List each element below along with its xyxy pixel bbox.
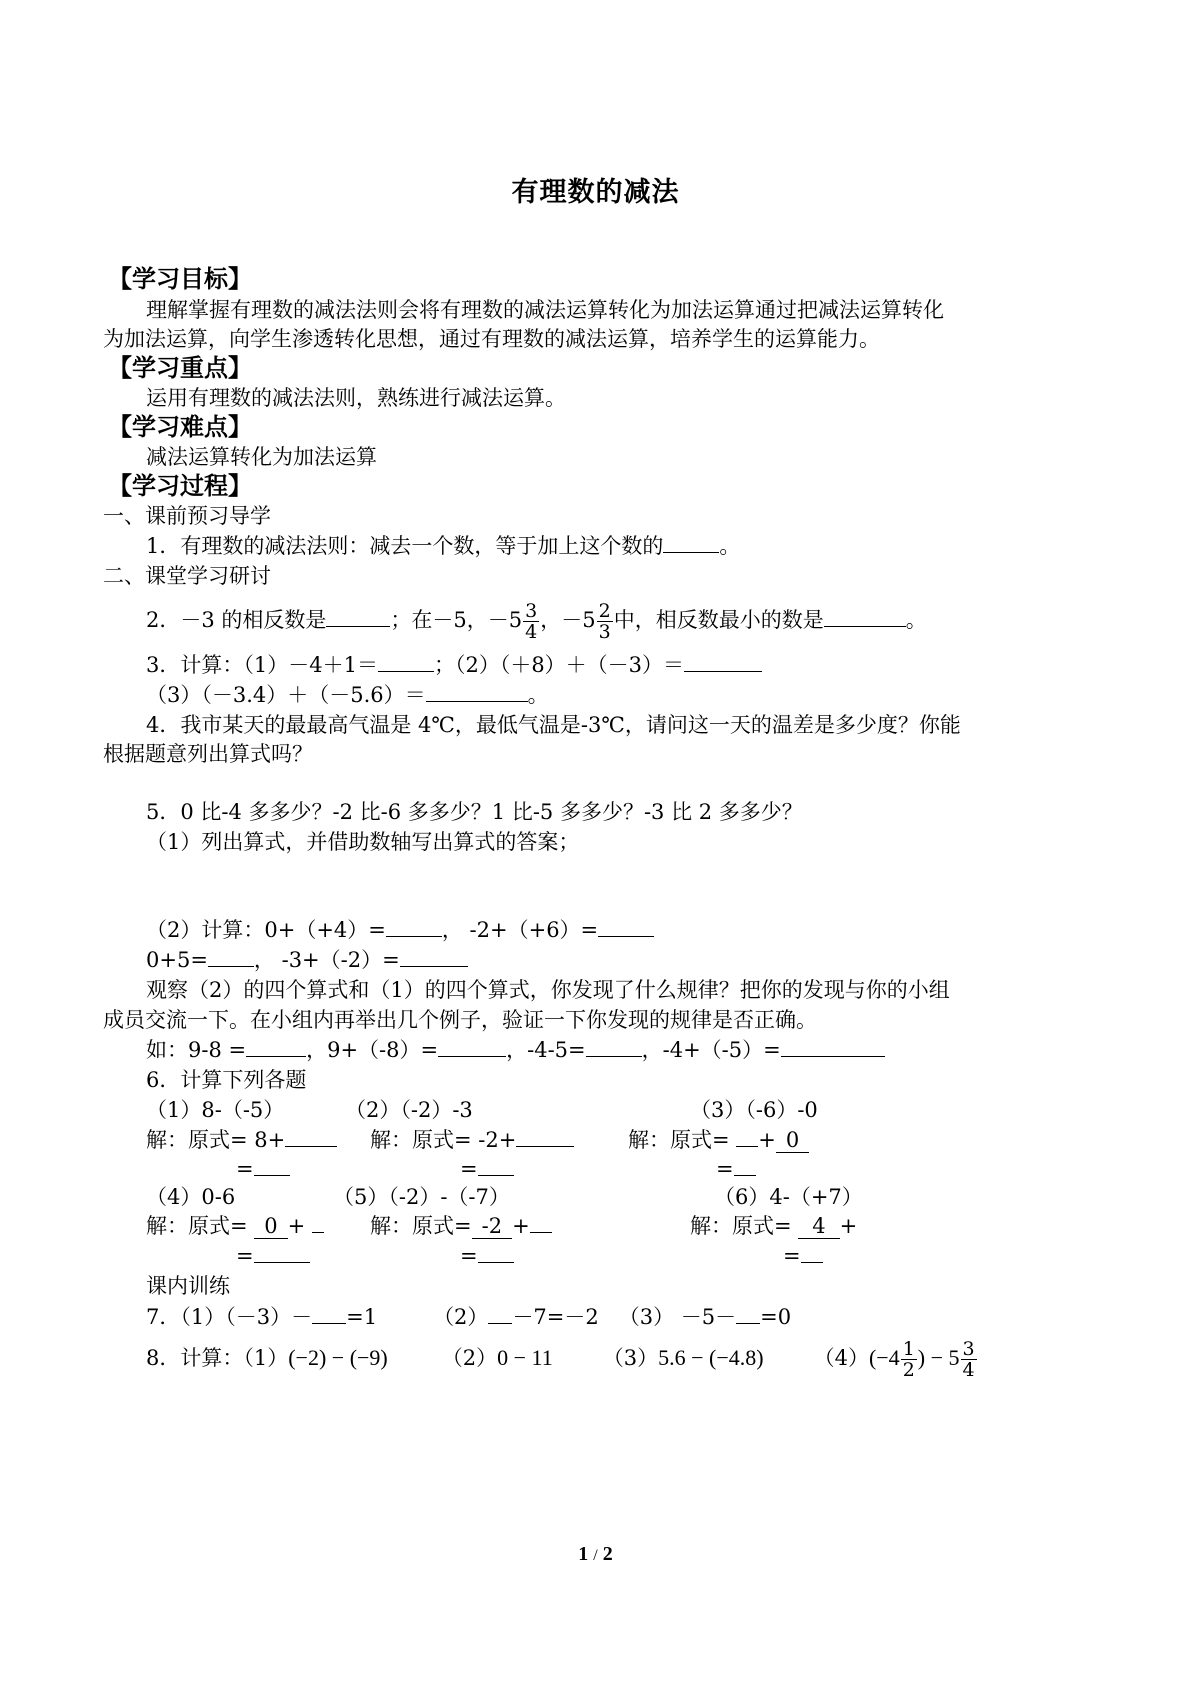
fraction: $\frac{1}{2}$ xyxy=(902,1338,915,1381)
answer-blank[interactable] xyxy=(586,1038,642,1057)
goal-heading: 【学习目标】 xyxy=(108,265,252,293)
answer-blank[interactable] xyxy=(684,653,762,672)
question-4-line1: 4．我市某天的最最高气温是 4℃，最低气温是-3℃，请问这一天的温差是多少度？你能 xyxy=(146,713,961,737)
question-7: 7．（1）（－3）－ =1 （2） －7=－2 （3） －5－ =0 xyxy=(146,1305,792,1329)
q6-result-2: = xyxy=(460,1155,514,1183)
question-5-observe2: 成员交流一下。在小组内再举出几个例子，验证一下你发现的规律是否正确。 xyxy=(103,1008,817,1032)
answer-blank[interactable] xyxy=(734,1157,756,1176)
question-5-calc1: （2）计算：0+（+4）= ， -2+（+6）= xyxy=(146,916,654,944)
question-2: 2．－3 的相反数是 ；在－5，－5 $\frac{3}{4}$ ，－5 $\frac{2}{3}$ 中，相反数最小的数是 。 xyxy=(146,600,927,643)
q6-problem-2: （2）（-2）-3 xyxy=(345,1098,473,1122)
q6-problem-6: （6）4-（+7） xyxy=(714,1185,863,1209)
question-5-line2: （1）列出算式，并借助数轴写出算式的答案； xyxy=(146,830,580,854)
q6-solution-2: 解：原式= -2+ xyxy=(370,1126,574,1154)
q6-solution-6: 解：原式= 4 + xyxy=(690,1214,858,1238)
answer-blank[interactable] xyxy=(736,1305,760,1324)
answer-blank[interactable] xyxy=(488,1305,512,1324)
answer-blank[interactable] xyxy=(824,608,906,627)
q6-result-4: = xyxy=(236,1242,310,1270)
fraction: $\frac{3}{4}$ xyxy=(962,1338,975,1381)
answer-blank[interactable] xyxy=(254,1244,310,1263)
part2-heading: 二、课堂学习研讨 xyxy=(103,564,271,588)
key-text: 运用有理数的减法法则，熟练进行减法运算。 xyxy=(146,386,566,410)
q6-solution-1: 解：原式= 8+ xyxy=(146,1126,337,1154)
training-heading: 课内训练 xyxy=(146,1274,230,1298)
answer-blank[interactable] xyxy=(736,1128,758,1147)
part1-heading: 一、课前预习导学 xyxy=(103,504,271,528)
goal-text-line1: 理解掌握有理数的减法法则会将有理数的减法运算转化为加法运算通过把减法运算转化 xyxy=(146,298,944,322)
q6-problem-5: （5）（-2）-（-7） xyxy=(333,1185,510,1209)
page-number: 1 / 2 xyxy=(578,1543,613,1565)
hard-text: 减法运算转化为加法运算 xyxy=(146,445,377,469)
q6-result-3: = xyxy=(716,1155,756,1183)
process-heading: 【学习过程】 xyxy=(108,472,252,500)
answer-blank[interactable] xyxy=(478,1157,514,1176)
question-1: 1．有理数的减法法则：减去一个数，等于加上这个数的 。 xyxy=(146,534,741,558)
q6-problem-4: （4）0-6 xyxy=(146,1185,236,1209)
answer-blank[interactable] xyxy=(208,948,254,967)
answer-blank[interactable] xyxy=(386,918,442,937)
question-4-line2: 根据题意列出算式吗？ xyxy=(103,742,313,766)
answer-blank[interactable] xyxy=(438,1038,506,1057)
answer-blank[interactable] xyxy=(426,683,528,702)
q6-problem-1: （1）8-（-5） xyxy=(146,1098,285,1122)
q6-result-5: = xyxy=(460,1242,514,1270)
key-heading: 【学习重点】 xyxy=(108,354,252,382)
q6-result-6: = xyxy=(783,1242,823,1270)
answer-blank[interactable] xyxy=(285,1128,337,1147)
question-3-part3: （3）（－3.4）＋（－5.6）＝ 。 xyxy=(146,683,549,707)
question-5-line1: 5．0 比-4 多多少？-2 比-6 多多少？1 比-5 多多少？-3 比 2 多多少？ xyxy=(146,800,803,824)
question-5-examples: 如：9-8 = ，9+（-8）= ，-4-5= ，-4+（-5）= xyxy=(146,1036,885,1064)
goal-text-line2: 为加法运算，向学生渗透转化思想，通过有理数的减法运算，培养学生的运算能力。 xyxy=(103,327,880,351)
answer-blank[interactable] xyxy=(312,1305,346,1324)
answer-blank[interactable] xyxy=(312,1214,324,1233)
hard-heading: 【学习难点】 xyxy=(108,413,252,441)
fraction: $\frac{2}{3}$ xyxy=(598,600,611,643)
answer-blank[interactable] xyxy=(400,948,468,967)
fraction: $\frac{3}{4}$ xyxy=(525,600,538,643)
answer-blank[interactable] xyxy=(516,1128,574,1147)
q6-result-1: = xyxy=(236,1155,290,1183)
q6-solution-5: 解：原式= -2 + xyxy=(370,1212,552,1240)
answer-blank[interactable] xyxy=(530,1214,552,1233)
answer-blank[interactable] xyxy=(478,1244,514,1263)
answer-blank[interactable] xyxy=(326,608,390,627)
answer-blank[interactable] xyxy=(801,1244,823,1263)
question-5-observe1: 观察（2）的四个算式和（1）的四个算式，你发现了什么规律？把你的发现与你的小组 xyxy=(146,978,950,1002)
question-6-heading: 6．计算下列各题 xyxy=(146,1068,307,1092)
answer-blank[interactable] xyxy=(663,534,719,553)
q6-solution-4: 解：原式= 0 + xyxy=(146,1212,324,1240)
page-title: 有理数的减法 xyxy=(511,177,680,208)
answer-blank[interactable] xyxy=(781,1038,885,1057)
answer-blank[interactable] xyxy=(246,1038,306,1057)
answer-blank[interactable] xyxy=(378,653,434,672)
q6-solution-3: 解：原式= + 0 xyxy=(628,1126,809,1154)
question-5-calc2: 0+5= ， -3+（-2）= xyxy=(146,946,468,974)
answer-blank[interactable] xyxy=(254,1157,290,1176)
question-8: 8．计算：（1）(−2) − (−9) （2）0 − 11 （3）5.6 − (−4.8) （4）(−4 $\frac{1}{2}$ ) − 5 $\frac{3}{4}$ xyxy=(146,1338,975,1381)
answer-blank[interactable] xyxy=(598,918,654,937)
q6-problem-3: （3）（-6）-0 xyxy=(690,1098,818,1122)
question-3: 3．计算：（1）－4＋1＝ ；（2）（＋8）＋（－3）＝ xyxy=(146,651,762,679)
